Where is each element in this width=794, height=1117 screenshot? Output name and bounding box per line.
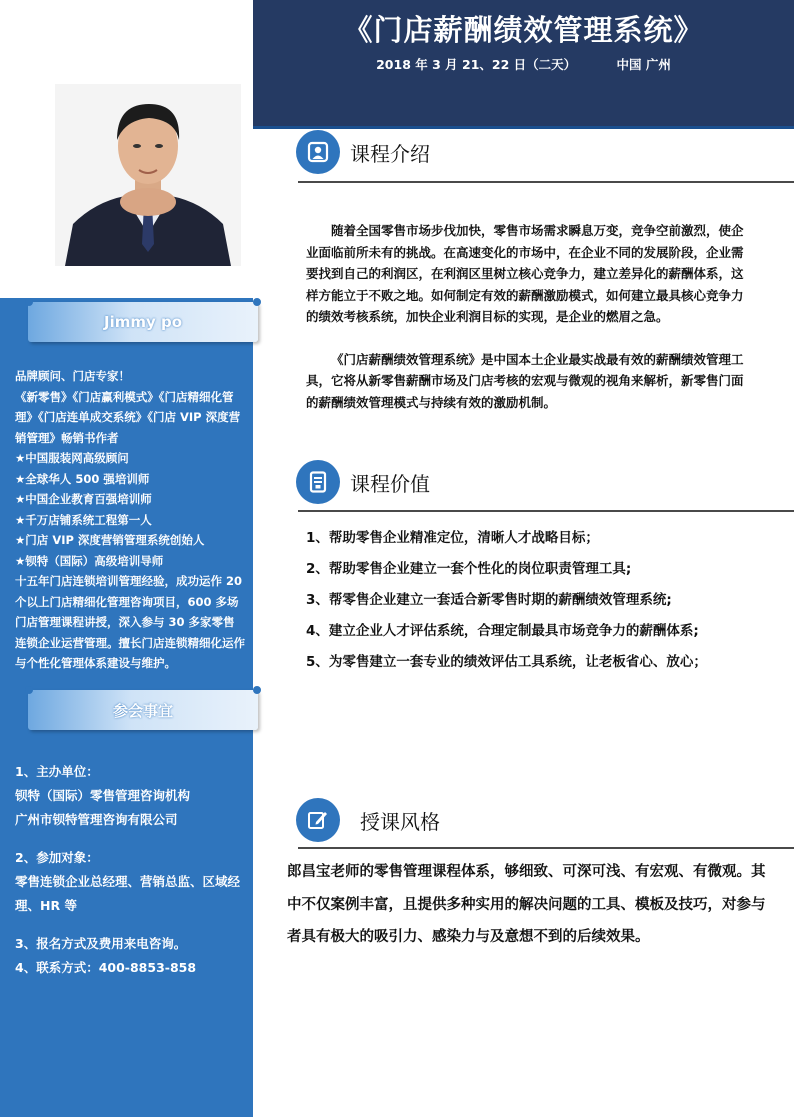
event-location: 中国 广州 — [616, 57, 671, 72]
bio-line: ★千万店铺系统工程第一人 — [15, 512, 152, 527]
audience-text: 零售连锁企业总经理、营销总监、区域经理、HR 等 — [15, 874, 241, 913]
intro-paragraph-2: 《门店薪酬绩效管理系统》是中国本土企业最实战最有效的薪酬绩效管理工具，它将从新零售薪酬市场及门店考核的宏观与微观的视角来解析，新零售门面的薪酬绩效管理模式与持续有效的激励机制。 — [306, 351, 744, 410]
bio-line: ★全球华人 500 强培训师 — [15, 471, 150, 486]
value-divider — [298, 510, 794, 512]
fee-text: 3、报名方式及费用来电咨询。 — [15, 936, 187, 951]
event-info — [253, 55, 794, 73]
value-section-heading — [296, 460, 430, 504]
page-title: 《门店薪酬绩效管理系统》 — [343, 13, 704, 47]
document-icon — [296, 460, 340, 504]
value-item: 3、帮零售企业建立一套适合新零售时期的薪酬绩效管理系统; — [306, 592, 672, 608]
contact-text: 4、联系方式：400-8853-858 — [15, 960, 197, 975]
bio-line: ★中国企业教育百强培训师 — [15, 492, 152, 506]
trainer-name: Jimmy po — [103, 313, 183, 331]
style-divider — [298, 847, 794, 849]
intro-paragraph-1: 随着全国零售市场步伐加快，零售市场需求瞬息万变，竞争空前激烈，使企业面临前所未有的挑战。在高速变化的市场中，在企业不同的发展阶段，企业需要找到自己的利润区，在利润区里树立核心竞争力，建立差异化的薪酬体系，这样方能立于不败之地。如何制定有效的薪酬激励模式，如何建立最具核心竞争力的绩效考核系统，加快企业利润目标的实现，是企业的燃眉之急。 — [306, 223, 744, 324]
bio-line: ★钡特（国际）高级培训导师 — [15, 553, 164, 568]
meeting-banner — [28, 690, 258, 730]
organizer-2: 广州市钡特管理咨询有限公司 — [15, 812, 178, 827]
meeting-heading: 参会事宜 — [112, 701, 173, 720]
event-date: 2018 年 3 月 21、22 日（二天） — [376, 57, 577, 72]
organizer-1: 钡特（国际）零售管理咨询机构 — [15, 788, 191, 803]
intro-section-heading — [296, 130, 430, 174]
audience-label: 2、参加对象： — [15, 850, 99, 865]
intro-heading: 课程介绍 — [350, 141, 430, 166]
value-item: 5、为零售建立一套专业的绩效评估工具系统，让老板省心、放心； — [306, 654, 707, 670]
intro-divider — [298, 181, 794, 183]
style-heading: 授课风格 — [360, 809, 440, 834]
user-card-icon — [296, 130, 340, 174]
bio-line: 十五年门店连锁培训管理经验，成功运作 20 个以上门店精细化管理咨询项目，600 多场门店管理课程讲授，深入参与 30 多家零售连锁企业运营管理。擅长门店连锁精细化运作与个性化管理体系建设与维护。 — [15, 574, 245, 670]
value-item: 4、建立企业人才评估系统，合理定制最具市场竞争力的薪酬体系; — [306, 623, 699, 639]
value-list — [306, 523, 786, 678]
intro-text — [306, 220, 746, 413]
trainer-bio — [15, 366, 245, 674]
style-section-heading — [296, 798, 440, 842]
value-heading: 课程价值 — [350, 471, 430, 496]
value-item: 2、帮助零售企业建立一套个性化的岗位职责管理工具; — [306, 561, 632, 577]
page-header — [253, 0, 794, 129]
bio-line: ★中国服装网高级顾问 — [15, 451, 129, 465]
value-item: 1、帮助零售企业精准定位，清晰人才战略目标； — [306, 530, 599, 546]
bio-line: 品牌顾问、门店专家！ — [15, 369, 130, 383]
trainer-photo — [55, 84, 241, 266]
sidebar — [0, 0, 253, 1117]
bio-line: 《新零售》《门店赢利模式》《门店精细化管理》《门店连单成交系统》《门店 VIP 深度营销管理》畅销书作者 — [15, 389, 241, 445]
meeting-info — [15, 760, 243, 980]
edit-icon — [296, 798, 340, 842]
trainer-name-banner — [28, 302, 258, 342]
organizer-label: 1、主办单位： — [15, 764, 99, 779]
bio-line: ★门店 VIP 深度营销管理系统创始人 — [15, 533, 205, 547]
style-text: 郎昌宝老师的零售管理课程体系，够细致、可深可浅、有宏观、有微观。其中不仅案例丰富，且提供多种实用的解决问题的工具、模板及技巧，对参与者具有极大的吸引力、感染力与及意想不到的后续效果。 — [287, 864, 766, 945]
